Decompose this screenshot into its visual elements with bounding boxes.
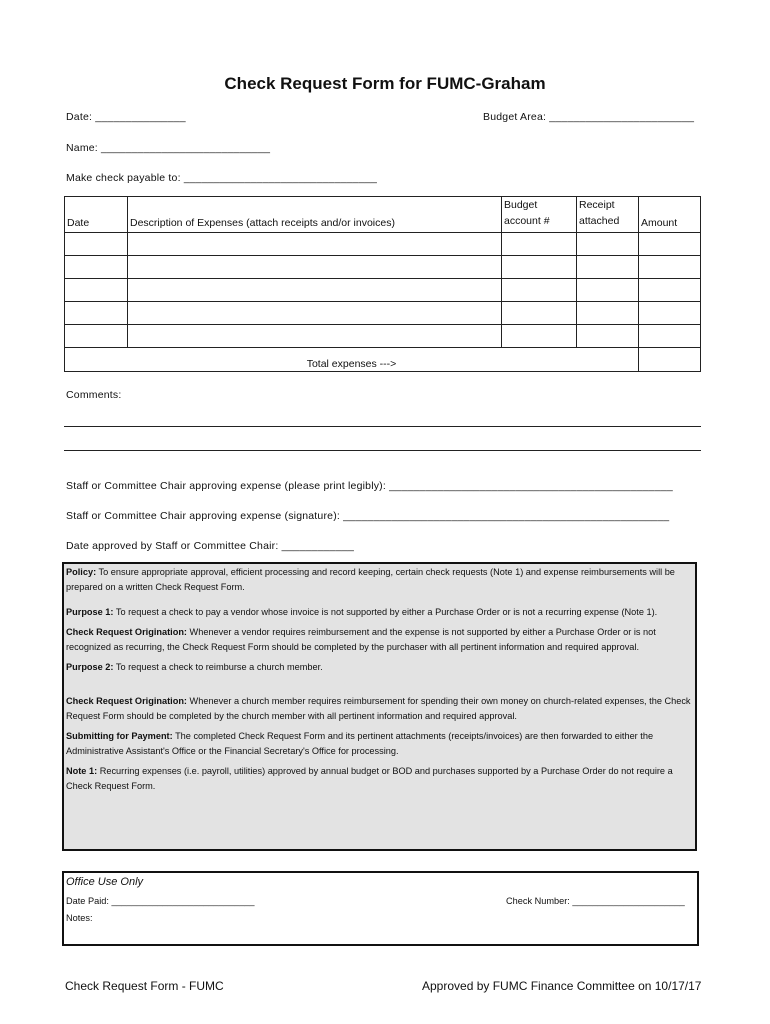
table-row[interactable] [65,279,701,302]
date-paid-field[interactable]: Date Paid: ____________________________ [66,896,255,906]
office-use-box [62,871,699,946]
footer-left: Check Request Form - FUMC [65,979,224,993]
table-row[interactable] [65,233,701,256]
note1-paragraph: Note 1: Recurring expenses (i.e. payroll, utilities) approved by annual budget or BOD and purchases supported by a Purchase Order do not require a Check Request Form. [66,766,673,791]
notes-field[interactable]: Notes: [66,913,93,923]
origination2-paragraph: Check Request Origination: Whenever a church member requires reimbursement for spending their own money on church-related expenses, the Check Request Form should be completed by the church member with all pertinent information and required approval. [66,696,691,721]
header-receipt-attached: Receipt attached [577,197,639,233]
table-header-row [65,197,701,233]
name-field[interactable]: Name: ____________________________ [66,142,271,154]
purpose1-paragraph: Purpose 1: To request a check to pay a vendor whose invoice is not supported by either a Purchase Order or is not a recurring expense (Note 1). [66,607,658,617]
header-budget-account: Budget account # [502,197,577,233]
approval-date-field[interactable]: Date approved by Staff or Committee Chair: ____________ [66,540,355,552]
table-row[interactable] [65,302,701,325]
approver-print-field[interactable]: Staff or Committee Chair approving expense (please print legibly): _______________________________________________ [66,480,673,492]
comments-line[interactable] [64,426,701,427]
comments-line[interactable] [64,450,701,451]
header-amount: Amount [639,197,701,233]
total-expenses-label: Total expenses ---> [65,348,639,372]
origination1-paragraph: Check Request Origination: Whenever a vendor requires reimbursement and the expense is not supported by either a Purchase Order or is not recognized as recurring, the Check Request Form should be completed by the purchaser with all pertinent information and required approval. [66,627,656,652]
header-date: Date [65,197,128,233]
total-amount-cell[interactable] [639,348,701,372]
comments-label: Comments: [66,389,122,401]
footer-right: Approved by FUMC Finance Committee on 10/17/17 [422,979,702,993]
date-field[interactable]: Date: _______________ [66,111,186,123]
table-row[interactable] [65,325,701,348]
policy-paragraph: Policy: To ensure appropriate approval, efficient processing and record keeping, certain check requests (Note 1) and expense reimbursements will be prepared on a written Check Request Form. [66,567,675,592]
purpose2-paragraph: Purpose 2: To request a check to reimburse a church member. [66,662,323,672]
table-row[interactable] [65,256,701,279]
policy-box [62,562,697,851]
office-use-heading: Office Use Only [66,876,144,888]
form-title: Check Request Form for FUMC-Graham [224,74,546,93]
payable-to-field[interactable]: Make check payable to: ________________________________ [66,172,378,184]
submitting-paragraph: Submitting for Payment: The completed Check Request Form and its pertinent attachments (receipts/invoices) are then forwarded to either the Administrative Assistant's Office or the Financial Secretary's Office for processing. [66,731,654,756]
check-number-field[interactable]: Check Number: ______________________ [506,896,685,906]
budget-area-field[interactable]: Budget Area: ________________________ [483,111,695,123]
approver-signature-field[interactable]: Staff or Committee Chair approving expense (signature): ______________________________________________________ [66,510,670,522]
total-row [65,348,701,372]
header-description: Description of Expenses (attach receipts and/or invoices) [128,197,502,233]
expenses-table [64,196,701,372]
